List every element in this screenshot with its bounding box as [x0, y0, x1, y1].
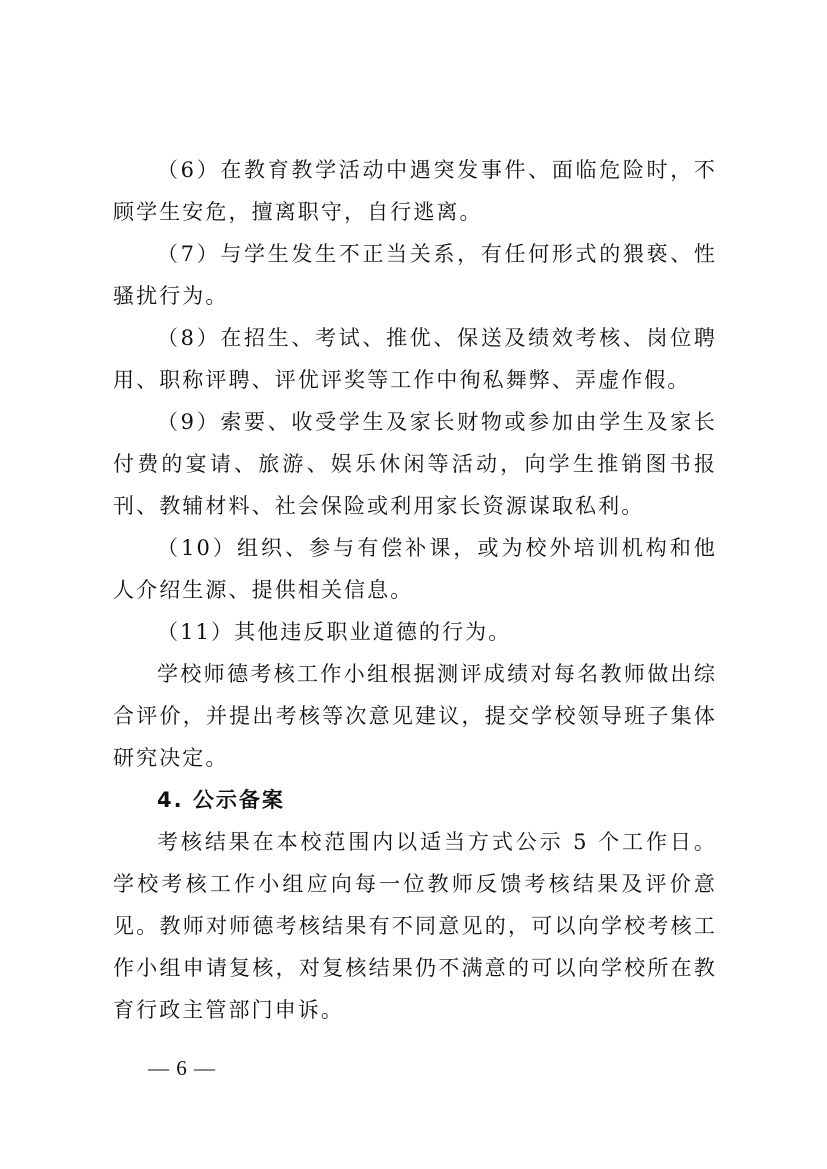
item-9: （9）索要、收受学生及家长财物或参加由学生及家长付费的宴请、旅游、娱乐休闲等活动，向学生推销图书报刊、教辅材料、社会保险或利用家长资源谋取私利。 [113, 410, 717, 518]
item-10: （10）组织、参与有偿补课，或为校外培训机构和他人介绍生源、提供相关信息。 [113, 536, 717, 602]
evaluation-paragraph: 学校师德考核工作小组根据测评成绩对每名教师做出综合评价，并提出考核等次意见建议，提交学校领导班子集体研究决定。 [113, 662, 717, 770]
item-7: （7）与学生发生不正当关系，有任何形式的猥亵、性骚扰行为。 [113, 242, 717, 308]
item-11: （11）其他违反职业道德的行为。 [157, 620, 512, 644]
document-body [113, 149, 717, 1031]
item-8: （8）在招生、考试、推优、保送及绩效考核、岗位聘用、职称评聘、评优评奖等工作中徇私舞弊、弄虚作假。 [113, 326, 717, 392]
publicity-paragraph: 考核结果在本校范围内以适当方式公示 5 个工作日。学校考核工作小组应向每一位教师反馈考核结果及评价意见。教师对师德考核结果有不同意见的，可以向学校考核工作小组申请复核，对复核结果仍不满意的可以向学校所在教育行政主管部门申诉。 [113, 830, 717, 1022]
page-number: — 6 — [148, 1056, 216, 1080]
item-6: （6）在教育教学活动中遇突发事件、面临危险时，不顾学生安危，擅离职守，自行逃离。 [113, 158, 717, 224]
section-heading-publicity: 4. 公示备案 [157, 788, 285, 812]
